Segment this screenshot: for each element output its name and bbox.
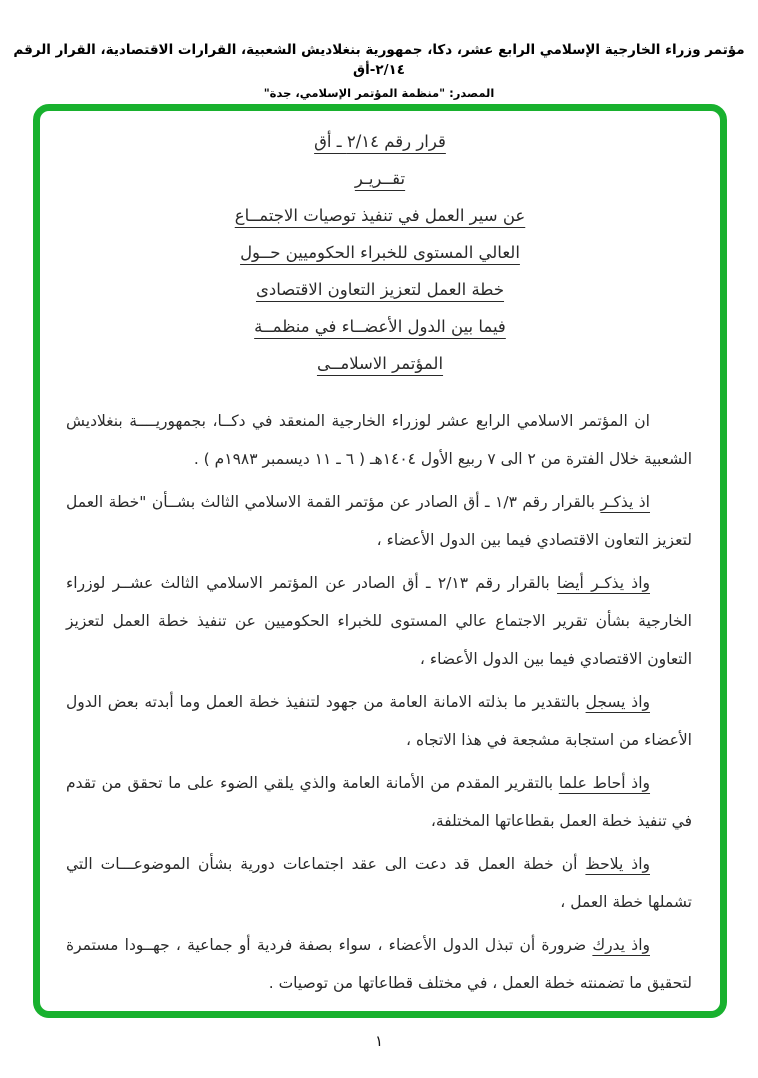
paragraph-taking-note — [66, 764, 692, 840]
page-number: ١ — [374, 1032, 384, 1050]
document-header — [0, 40, 758, 100]
paragraph-lead: واذ يسجل — [585, 693, 650, 711]
paragraph-recording — [66, 683, 692, 759]
paragraph-noting — [66, 845, 692, 921]
header-title: مؤتمر وزراء الخارجية الإسلامي الرابع عشر، دكا، جمهورية بنغلاديش الشعبية، القرارات الاقتصادية، القرار الرقم ٢/١٤-أق — [13, 42, 745, 78]
paragraph-text: أن خطة العمل قد دعت الى عقد اجتماعات دورية بشأن الموضوعـــات التي تشملها خطة العمل ، — [66, 855, 692, 911]
title-line: المؤتمر الاسلامــى — [316, 354, 444, 373]
paragraph-text: بالتقدير ما بذلته الامانة العامة من جهود لتنفيذ خطة العمل وما أبدته بعض الدول الأعضاء من استجابة مشجعة في هذا الاتجاه ، — [66, 693, 692, 749]
paragraph-text: ان المؤتمر الاسلامي الرابع عشر لوزراء الخارجية المنعقد في دكــا، بجمهوريــــة بنغلاديش الشعبية خلال الفترة من ٢ الى ٧ ربيع الأول ١٤٠٤هـ ( ٦ ـ ١١ ديسمبر ١٩٨٣م ) . — [66, 412, 692, 468]
resolution-body — [66, 402, 692, 1002]
resolution-number-line: قرار رقم ٢/١٤ ـ أق — [314, 132, 446, 151]
paragraph-preamble — [66, 402, 692, 478]
paragraph-text: ضرورة أن تبذل الدول الأعضاء ، سواء بصفة فردية أو جماعية ، جهــودا مستمرة لتحقيق ما تضمنته خطة العمل ، في مختلف قطاعاتها من توصيات . — [66, 936, 692, 992]
paragraph-lead: واذ أحاط علما — [558, 774, 651, 792]
paragraph-lead: واذ يدرك — [592, 936, 650, 954]
paragraph-lead: واذ يذكـر أيضا — [557, 574, 650, 592]
paragraph-text: بالتقرير المقدم من الأمانة العامة والذي يلقي الضوء على ما تحقق من تقدم في تنفيذ خطة العمل بقطاعاتها المختلفة، — [66, 774, 692, 830]
document-border-frame — [33, 104, 727, 1018]
resolution-title-block — [40, 123, 720, 382]
header-source: المصدر: "منظمة المؤتمر الإسلامي، جدة" — [263, 86, 495, 100]
paragraph-text: بالقرار رقم ١/٣ ـ أق الصادر عن مؤتمر القمة الاسلامي الثالث بشــأن "خطة العمل لتعزيز التعاون الاقتصادي فيما بين الدول الأعضاء ، — [66, 493, 692, 549]
title-line: عن سير العمل في تنفيذ توصيات الاجتمــاع — [234, 206, 526, 225]
title-line: خطة العمل لتعزيز التعاون الاقتصادى — [255, 280, 505, 299]
title-line: فيما بين الدول الأعضــاء في منظمــة — [254, 317, 506, 336]
paragraph-lead: واذ يلاحظ — [585, 855, 650, 873]
report-heading: تقــريـر — [354, 169, 406, 188]
paragraph-lead: اذ يذكـر — [600, 493, 650, 511]
paragraph-realizing — [66, 926, 692, 1002]
paragraph-recalling — [66, 483, 692, 559]
paragraph-recalling-also — [66, 564, 692, 678]
paragraph-text: بالقرار رقم ٢/١٣ ـ أق الصادر عن المؤتمر الاسلامي الثالث عشــر لوزراء الخارجية بشأن تقرير الاجتماع عالي المستوى للخبراء الحكوميين عن تنفيذ خطة العمل لتعزيز التعاون الاقتصادي فيما بين الدول الأعضاء ، — [66, 574, 692, 668]
title-line: العالي المستوى للخبراء الحكوميين حــول — [240, 243, 520, 262]
